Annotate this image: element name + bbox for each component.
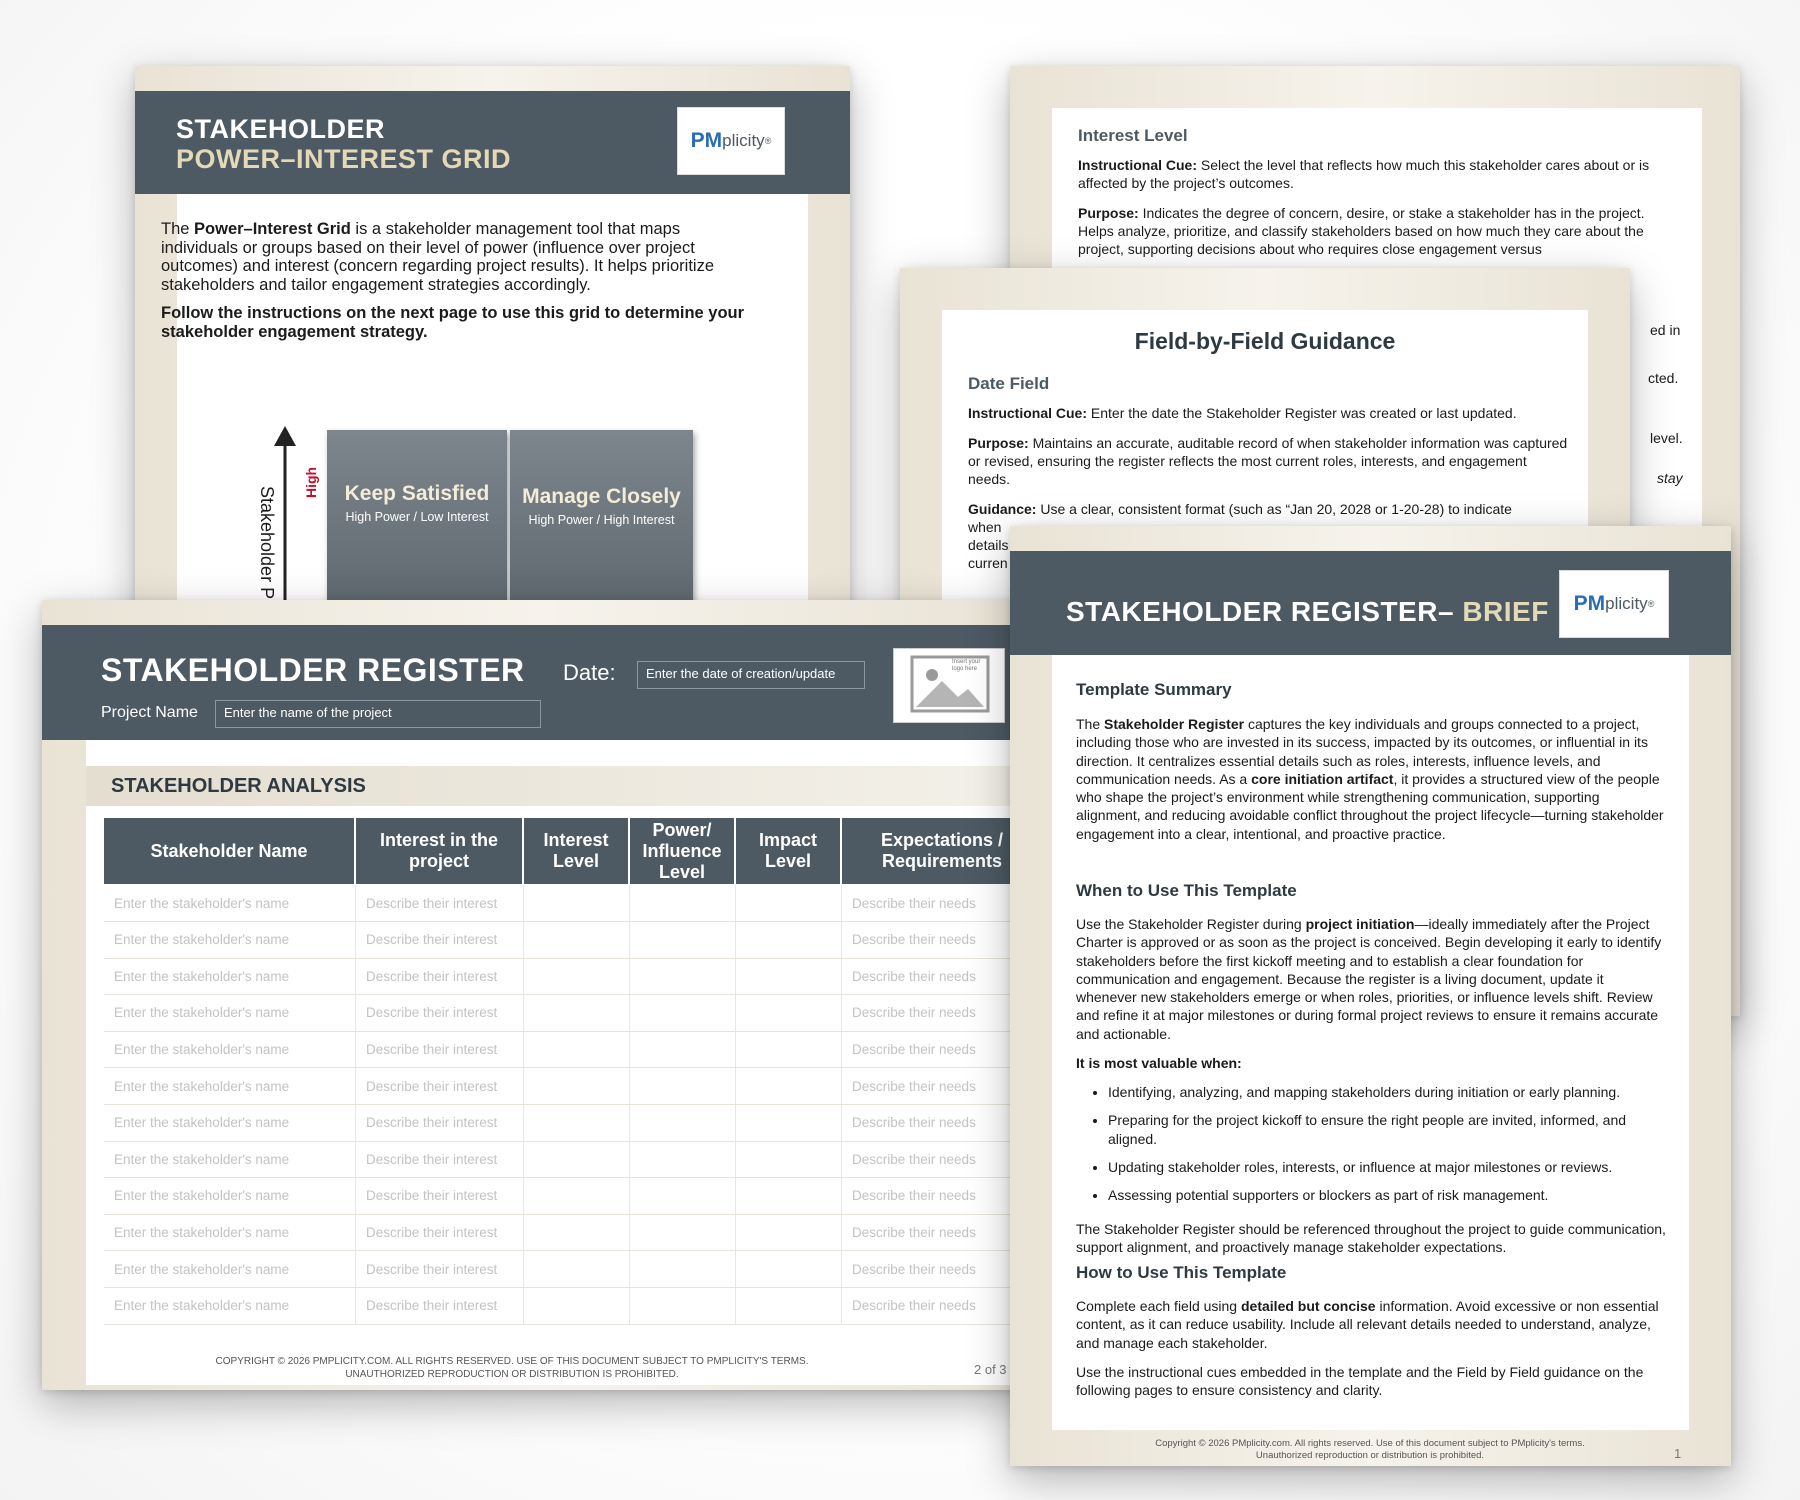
interest-level-cell[interactable] bbox=[524, 958, 630, 994]
stakeholder-name-cell[interactable]: Enter the stakeholder's name bbox=[104, 1141, 356, 1177]
interest-level-cell[interactable] bbox=[524, 1288, 630, 1324]
stakeholder-name-cell[interactable]: Enter the stakeholder's name bbox=[104, 1288, 356, 1324]
project-name-label: Project Name bbox=[101, 704, 198, 721]
stakeholder-name-cell[interactable]: Enter the stakeholder's name bbox=[104, 995, 356, 1031]
power-influence-cell[interactable] bbox=[630, 1214, 736, 1250]
when-to-use-heading: When to Use This Template bbox=[1076, 881, 1297, 900]
expectations-cell[interactable]: Describe their needs bbox=[842, 1105, 1042, 1141]
pmplicity-logo: PM plicity ® bbox=[677, 107, 785, 175]
guidance-title: Field-by-Field Guidance bbox=[1134, 328, 1396, 354]
how-to-use-text: Complete each field using detailed but concise information. Avoid excessive or non essential content, as it can reduce usability. Include all relevant details needed to understand, analyze, and manage each stakeholder. bbox=[1076, 1298, 1659, 1351]
expectations-cell[interactable]: Describe their needs bbox=[842, 1031, 1042, 1067]
interest-cell[interactable]: Describe their interest bbox=[356, 922, 524, 958]
table-row bbox=[104, 1141, 1042, 1178]
power-influence-cell[interactable] bbox=[630, 1031, 736, 1067]
table-row bbox=[104, 995, 1042, 1032]
interest-cell[interactable]: Describe their interest bbox=[356, 1214, 524, 1250]
interest-cell[interactable]: Describe their interest bbox=[356, 958, 524, 994]
valuable-when: It is most valuable when: bbox=[1076, 1055, 1242, 1071]
table-row bbox=[104, 1214, 1042, 1251]
expectations-cell[interactable]: Describe their needs bbox=[842, 885, 1042, 921]
stakeholder-name-cell[interactable]: Enter the stakeholder's name bbox=[104, 922, 356, 958]
interest-cell[interactable]: Describe their interest bbox=[356, 1031, 524, 1067]
expectations-cell[interactable]: Describe their needs bbox=[842, 1251, 1042, 1287]
when-to-use-text: Use the Stakeholder Register during project initiation—ideally immediately after the Project Charter is approved or as soon as the project is conceived. Begin developing it early to identify stakeholders before the first kickoff meeting and to establish a clear foundation for communication and engagement. Because the register is a living document, update it whenever new stakeholders emerge or when roles, priorities, or influence levels shift. Review and refine it at major milestones or during formal project reviews to ensure it remains accurate and actionable. bbox=[1076, 916, 1662, 1042]
stakeholder-name-cell[interactable]: Enter the stakeholder's name bbox=[104, 1251, 356, 1287]
col-expectations: Expectations / Requirements bbox=[842, 818, 1042, 884]
brief-title: STAKEHOLDER REGISTER– BRIEF bbox=[1066, 596, 1549, 627]
register-title: STAKEHOLDER REGISTER bbox=[101, 652, 525, 688]
interest-cell[interactable]: Describe their interest bbox=[356, 1288, 524, 1324]
follow-instructions: Follow the instructions on the next page to use this grid to determine your stakeholder engagement strategy. bbox=[161, 304, 745, 341]
table-row bbox=[104, 1031, 1042, 1068]
stakeholder-name-cell[interactable]: Enter the stakeholder's name bbox=[104, 1178, 356, 1214]
stakeholder-register-page bbox=[42, 600, 1042, 1390]
col-interest: Interest in the project bbox=[356, 818, 522, 884]
partial-line: details bbox=[968, 537, 1009, 553]
power-influence-cell[interactable] bbox=[630, 995, 736, 1031]
col-power-influence: Power/ Influence Level bbox=[630, 818, 734, 884]
list-item: • Updating stakeholder roles, interests, or influence at major milestones or reviews. bbox=[1108, 1158, 1666, 1176]
interest-level-cell[interactable] bbox=[524, 1251, 630, 1287]
power-influence-cell[interactable] bbox=[630, 1105, 736, 1141]
use-cases-list bbox=[1076, 1083, 1666, 1204]
page-subtitle: POWER–INTEREST GRID bbox=[176, 144, 512, 174]
text-fragment: stay bbox=[1657, 470, 1683, 486]
reference-text: The Stakeholder Register should be referenced throughout the project to guide communication, support alignment, and proactively manage stakeholder expectations. bbox=[1076, 1221, 1666, 1256]
stakeholder-name-cell[interactable]: Enter the stakeholder's name bbox=[104, 885, 356, 921]
expectations-cell[interactable]: Describe their needs bbox=[842, 1178, 1042, 1214]
partial-line: curren bbox=[968, 555, 1008, 571]
power-influence-cell[interactable] bbox=[630, 1251, 736, 1287]
interest-cell[interactable]: Describe their interest bbox=[356, 1068, 524, 1104]
image-placeholder-icon bbox=[894, 649, 1004, 722]
table-row bbox=[104, 885, 1042, 922]
text-fragment: ed in bbox=[1650, 322, 1681, 338]
stakeholder-name-cell[interactable]: Enter the stakeholder's name bbox=[104, 1214, 356, 1250]
interest-level-cell[interactable] bbox=[524, 1105, 630, 1141]
instructional-cue: Instructional Cue: Select the level that reflects how much this stakeholder cares about or is affected by the project’s outcomes. bbox=[1078, 157, 1650, 191]
interest-level-cell[interactable] bbox=[524, 922, 630, 958]
interest-cell[interactable]: Describe their interest bbox=[356, 1105, 524, 1141]
instructional-cue: Instructional Cue: Enter the date the Stakeholder Register was created or last updated. bbox=[968, 405, 1517, 421]
pmplicity-logo: PM plicity ® bbox=[1559, 570, 1669, 638]
page-header bbox=[135, 91, 850, 194]
power-influence-cell[interactable] bbox=[630, 958, 736, 994]
expectations-cell[interactable]: Describe their needs bbox=[842, 958, 1042, 994]
table-row bbox=[104, 1068, 1042, 1105]
interest-level-cell[interactable] bbox=[524, 1031, 630, 1067]
impact-level-cell[interactable] bbox=[736, 1141, 842, 1177]
power-influence-cell[interactable] bbox=[630, 1178, 736, 1214]
impact-level-cell[interactable] bbox=[736, 1251, 842, 1287]
impact-level-cell[interactable] bbox=[736, 1068, 842, 1104]
partial-line: when bbox=[968, 519, 1002, 535]
interest-cell[interactable]: Describe their interest bbox=[356, 995, 524, 1031]
intro-paragraph: The Power–Interest Grid is a stakeholder management tool that maps individuals or groups based on their level of power (influence over project outcomes) and interest (concern regarding project results). It helps prioritize stakeholders and tailor engagement strategies accordingly. bbox=[161, 220, 714, 294]
table-row bbox=[104, 958, 1042, 995]
impact-level-cell[interactable] bbox=[736, 1105, 842, 1141]
quadrant-keep-satisfied: Keep Satisfied High Power / Low Interest bbox=[327, 430, 507, 636]
table-row bbox=[104, 1288, 1042, 1325]
col-interest-level: Interest Level bbox=[524, 818, 628, 884]
page-footer: COPYRIGHT © 2026 PMPLICITY.COM. ALL RIGHTS RESERVED. USE OF THIS DOCUMENT SUBJECT TO PMPLICITY'S TERMS. UNAUTHORIZED REPRODUCTION OR DISTRIBUTION IS PROHIBITED. bbox=[215, 1356, 809, 1380]
text-fragment: cted. bbox=[1648, 370, 1679, 386]
impact-level-cell[interactable] bbox=[736, 922, 842, 958]
interest-level-cell[interactable] bbox=[524, 885, 630, 921]
interest-cell[interactable]: Describe their interest bbox=[356, 885, 524, 921]
impact-level-cell[interactable] bbox=[736, 958, 842, 994]
template-summary: The Stakeholder Register captures the key individuals and groups connected to a project, including those who are invested in its success, impacted by its outcomes, or influential in its direction. It centralizes essential details such as roles, interests, influence levels, and communication needs. As a core initiation artifact, it provides a structured view of the people who shape the project’s environment while strengthening communication, supporting alignment, and reducing avoidable conflict throughout the project lifecycle—turning stakeholder engagement into a clear, intentional, and proactive practice. bbox=[1076, 716, 1664, 842]
date-field-heading: Date Field bbox=[968, 374, 1050, 393]
power-influence-cell[interactable] bbox=[630, 1288, 736, 1324]
impact-level-cell[interactable] bbox=[736, 1214, 842, 1250]
table-row bbox=[104, 922, 1042, 959]
list-item: • Assessing potential supporters or blockers as part of risk management. bbox=[1108, 1186, 1666, 1204]
impact-level-cell[interactable] bbox=[736, 1178, 842, 1214]
stakeholder-name-cell[interactable]: Enter the stakeholder's name bbox=[104, 1105, 356, 1141]
impact-level-cell[interactable] bbox=[736, 1288, 842, 1324]
list-item: • Preparing for the project kickoff to ensure the right people are invited, informed, and aligned. bbox=[1108, 1111, 1666, 1148]
expectations-cell[interactable]: Describe their needs bbox=[842, 1141, 1042, 1177]
expectations-cell[interactable]: Describe their needs bbox=[842, 1068, 1042, 1104]
page-title: STAKEHOLDER bbox=[176, 114, 386, 144]
logo-placeholder[interactable]: Insert your logo here bbox=[893, 648, 1005, 723]
text-fragment: level. bbox=[1650, 430, 1683, 446]
instructional-cues-text: Use the instructional cues embedded in the template and the Field by Field guidance on the following pages to ensure consistency and clarity. bbox=[1076, 1364, 1644, 1399]
axis-label: Stakeholder P bbox=[257, 486, 277, 600]
col-stakeholder-name: Stakeholder Name bbox=[104, 818, 354, 884]
template-summary-heading: Template Summary bbox=[1076, 680, 1232, 699]
col-impact-level: Impact Level bbox=[736, 818, 840, 884]
date-label: Date: bbox=[563, 660, 616, 685]
stakeholder-brief-page bbox=[1010, 526, 1731, 1466]
how-to-use-heading: How to Use This Template bbox=[1076, 1263, 1287, 1282]
date-field[interactable]: Enter the date of creation/update bbox=[637, 661, 865, 689]
impact-level-cell[interactable] bbox=[736, 995, 842, 1031]
power-influence-cell[interactable] bbox=[630, 885, 736, 921]
table-row bbox=[104, 1105, 1042, 1142]
page-number: 1 bbox=[1674, 1446, 1682, 1461]
impact-level-cell[interactable] bbox=[736, 885, 842, 921]
interest-cell[interactable]: Describe their interest bbox=[356, 1141, 524, 1177]
purpose-text: Purpose: Maintains an accurate, auditable record of when stakeholder information was captured or revised, ensuring the register reflects the most current roles, interests, and engagement needs. bbox=[968, 435, 1568, 487]
list-item: • Identifying, analyzing, and mapping stakeholders during initiation or early planning. bbox=[1108, 1083, 1666, 1101]
power-interest-grid-page bbox=[135, 66, 850, 636]
power-influence-cell[interactable] bbox=[630, 1141, 736, 1177]
quadrant-manage-closely: Manage Closely High Power / High Interest bbox=[510, 430, 693, 636]
axis-high-label: High bbox=[303, 466, 319, 498]
guidance-text: Guidance: Use a clear, consistent format (such as “Jan 20, 2028 or 1-20-28) to indicate bbox=[968, 501, 1512, 517]
page-number: 2 of 3 bbox=[974, 1362, 1007, 1377]
power-influence-cell[interactable] bbox=[630, 1068, 736, 1104]
stakeholder-name-cell[interactable]: Enter the stakeholder's name bbox=[104, 1068, 356, 1104]
interest-level-heading: Interest Level bbox=[1078, 126, 1188, 145]
expectations-cell[interactable]: Describe their needs bbox=[842, 1214, 1042, 1250]
interest-level-cell[interactable] bbox=[524, 1178, 630, 1214]
table-row bbox=[104, 1251, 1042, 1288]
impact-level-cell[interactable] bbox=[736, 1031, 842, 1067]
expectations-cell[interactable]: Describe their needs bbox=[842, 995, 1042, 1031]
interest-level-cell[interactable] bbox=[524, 1141, 630, 1177]
expectations-cell[interactable]: Describe their needs bbox=[842, 922, 1042, 958]
interest-level-cell[interactable] bbox=[524, 1068, 630, 1104]
interest-level-cell[interactable] bbox=[524, 995, 630, 1031]
power-influence-cell[interactable] bbox=[630, 922, 736, 958]
page-footer: Copyright © 2026 PMplicity.com. All rights reserved. Use of this document subject to PMplicity's terms. Unauthorized reproduction or distribution is prohibited. bbox=[1155, 1438, 1585, 1461]
interest-level-cell[interactable] bbox=[524, 1214, 630, 1250]
purpose-text: Purpose: Indicates the degree of concern, desire, or stake a stakeholder has in the project. Helps analyze, prioritize, and classify stakeholders based on how much they care about the project, supporting decisions about who requires close engagement versus bbox=[1078, 205, 1645, 257]
expectations-cell[interactable]: Describe their needs bbox=[842, 1288, 1042, 1324]
interest-cell[interactable]: Describe their interest bbox=[356, 1178, 524, 1214]
stakeholder-name-cell[interactable]: Enter the stakeholder's name bbox=[104, 958, 356, 994]
section-header: STAKEHOLDER ANALYSIS bbox=[86, 766, 1042, 806]
project-name-field[interactable]: Enter the name of the project bbox=[215, 700, 541, 728]
stakeholder-name-cell[interactable]: Enter the stakeholder's name bbox=[104, 1031, 356, 1067]
table-row bbox=[104, 1178, 1042, 1215]
interest-cell[interactable]: Describe their interest bbox=[356, 1251, 524, 1287]
